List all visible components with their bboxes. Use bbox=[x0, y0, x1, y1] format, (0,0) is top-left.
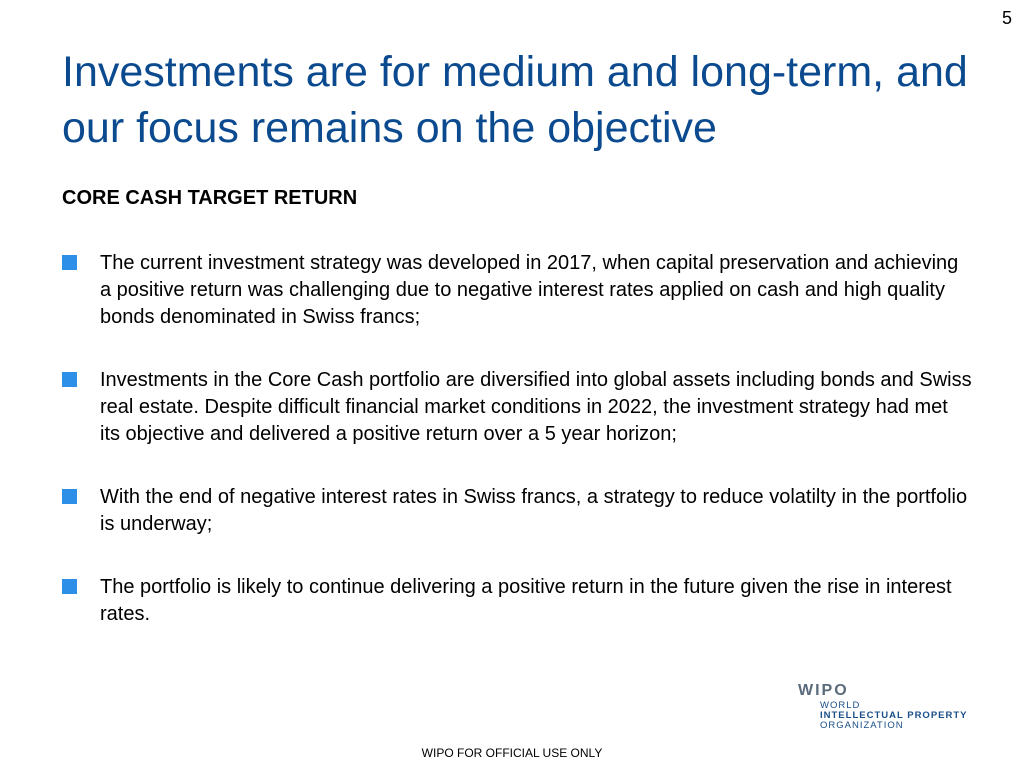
bullet-item bbox=[62, 574, 972, 628]
bullet-text: The portfolio is likely to continue delivering a positive return in the future given the rise in interest rates. bbox=[100, 576, 952, 625]
bullet-list bbox=[62, 250, 972, 628]
wipo-logo bbox=[798, 682, 988, 734]
logo-line-world: WORLD bbox=[820, 700, 861, 711]
logo-mark: WIPO bbox=[798, 682, 849, 699]
footer-classification: WIPO FOR OFFICIAL USE ONLY bbox=[421, 746, 603, 760]
bullet-item bbox=[62, 484, 972, 538]
square-bullet-icon bbox=[62, 579, 77, 594]
bullet-item bbox=[62, 367, 972, 448]
bullet-text: The current investment strategy was developed in 2017, when capital preservation and achieving a positive return was challenging due to negative interest rates applied on cash and high quality bonds denominated in Swiss francs; bbox=[100, 252, 959, 328]
logo-line-intellectual-property: INTELLECTUAL PROPERTY bbox=[820, 710, 968, 721]
section-heading: CORE CASH TARGET RETURN bbox=[62, 187, 358, 209]
bullet-text: With the end of negative interest rates in Swiss francs, a strategy to reduce volatilty in the portfolio is underway; bbox=[100, 486, 968, 535]
square-bullet-icon bbox=[62, 489, 77, 504]
slide-title: Investments are for medium and long-term, and our focus remains on the objective bbox=[62, 48, 968, 152]
bullet-text: Investments in the Core Cash portfolio are diversified into global assets including bonds and Swiss real estate. Despite difficult financial market conditions in 2022, the investment strategy had met its objective and delivered a positive return over a 5 year horizon; bbox=[100, 369, 972, 445]
page-number: 5 bbox=[1001, 8, 1012, 28]
logo-line-organization: ORGANIZATION bbox=[820, 720, 904, 731]
bullet-item bbox=[62, 250, 972, 331]
square-bullet-icon bbox=[62, 372, 77, 387]
square-bullet-icon bbox=[62, 255, 77, 270]
